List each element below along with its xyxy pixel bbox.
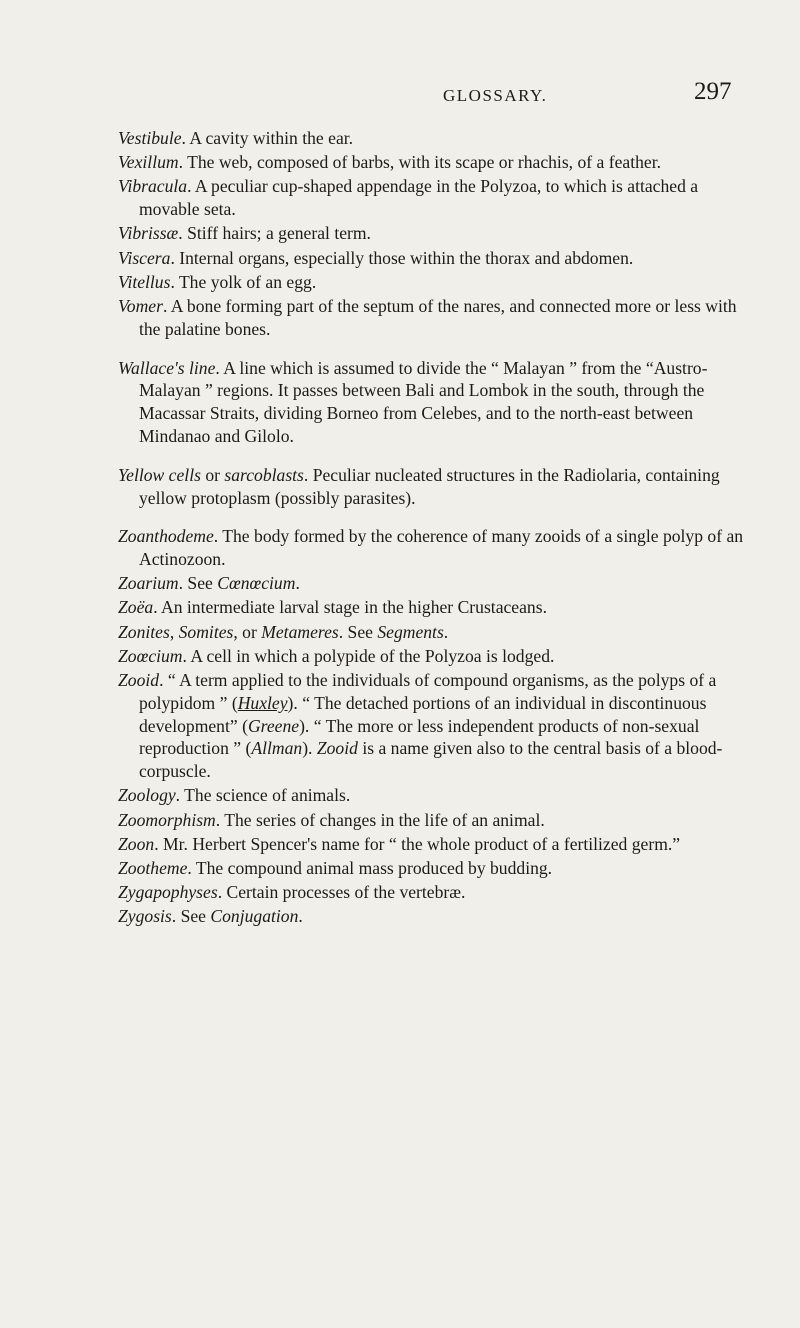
headword-punctuation: .	[170, 271, 175, 292]
headword-punctuation: .	[217, 882, 223, 903]
glossary-entry-zoarium	[118, 572, 754, 595]
definition-text: or	[200, 464, 225, 485]
headword-punctuation: .	[159, 670, 164, 691]
definition-text: A bone forming part of the septum of the nares, and connected more or less with the palatine bones.	[139, 295, 737, 339]
definition-text: The web, composed of barbs, with its scape or rhachis, of a feather.	[183, 152, 661, 173]
glossary-entry-zoology	[118, 784, 754, 807]
definition-text: The body formed by the coherence of many zooids of a single polyp of an Actinozoon.	[139, 526, 744, 570]
headword-punctuation: .	[187, 176, 192, 197]
headword-punctuation: .	[162, 295, 168, 316]
italic-reference: sarcoblasts	[224, 464, 304, 485]
page-number: 297	[694, 78, 732, 105]
glossary-entry-zooecium	[118, 645, 754, 668]
headword: Zoology	[118, 785, 176, 806]
definition-text: A line which is assumed to divide the “ Malayan ” from the “Austro-Malayan ” regions. It passes between Bali and Lombok in the south, through the Macassar Straits, dividing Borneo from Celebes, and to the north-east between Mindanao and Gilolo.	[139, 357, 708, 446]
headword: Vomer	[118, 295, 163, 316]
glossary-entry-zoea	[118, 596, 754, 619]
glossary-entry-zygosis	[118, 905, 754, 928]
definition-text: See	[183, 573, 218, 594]
glossary-entry-zoon	[118, 833, 754, 856]
headword: Zoon	[118, 833, 155, 854]
headword: Viscera	[118, 247, 171, 268]
headword-punctuation: .	[215, 357, 220, 378]
running-head: GLOSSARY.	[443, 86, 548, 105]
headword: Zoëa	[118, 597, 154, 618]
italic-reference: Huxley	[237, 692, 288, 713]
italic-reference: Zooid	[316, 738, 358, 759]
glossary-entry-vomer	[118, 295, 754, 341]
headword-punctuation: .	[215, 809, 221, 830]
glossary-entry-vibrissae	[118, 222, 754, 245]
headword-punctuation: ,	[169, 621, 175, 642]
italic-reference: Greene	[247, 715, 300, 736]
glossary-entry-zootheme	[118, 857, 754, 880]
headword: Zygosis	[118, 906, 172, 927]
definition-text: .	[295, 573, 300, 594]
headword-punctuation: .	[178, 573, 184, 594]
definition-text: Mr. Herbert Spencer's name for “ the whole product of a fertilized germ.”	[158, 833, 681, 854]
headword: Yellow cells	[118, 464, 201, 485]
glossary-entry-vibracula	[118, 175, 754, 221]
headword: Zooid	[118, 670, 160, 691]
glossary-entry-viscera	[118, 247, 754, 270]
definition-text: The series of changes in the life of an animal.	[220, 809, 545, 830]
definition-text: . Peculiar nucleated structures in the Radiolaria, containing yellow protoplasm (possibly parasites).	[139, 464, 720, 508]
headword: Vibrissæ	[118, 223, 179, 244]
headword: Zootheme	[118, 857, 188, 878]
definition-text: is a name given also to the central basis of a blood-corpuscle.	[139, 738, 723, 782]
headword-punctuation: .	[153, 597, 158, 618]
italic-reference: Allman	[251, 738, 303, 759]
headword: Vexillum	[118, 152, 179, 173]
headword-punctuation: .	[178, 223, 183, 244]
definition-text: ). “ The detached portions of an individual in discontinuous development” (	[139, 692, 707, 736]
definition-text: ).	[302, 738, 317, 759]
glossary-entry-zygapophyses	[118, 881, 754, 904]
glossary-entries	[118, 127, 754, 930]
headword-punctuation: .	[154, 833, 159, 854]
headword-punctuation: .	[175, 785, 181, 806]
headword: Vestibule	[118, 128, 182, 148]
definition-text: . See	[338, 621, 378, 642]
headword: Vibracula	[118, 176, 188, 197]
definition-text: A peculiar cup-shaped appendage in the Polyzoa, to which is attached a movable seta.	[139, 176, 699, 220]
definition-text: The compound animal mass produced by budding.	[191, 857, 553, 878]
glossary-entry-yellow-cells	[118, 464, 754, 510]
italic-reference: Somites	[178, 621, 234, 642]
glossary-entry-zooid	[118, 669, 754, 783]
definition-text: , or	[233, 621, 262, 642]
definition-text: The yolk of an egg.	[174, 271, 317, 292]
glossary-entry-wallaces-line	[118, 357, 754, 448]
glossary-entry-vexillum	[118, 151, 754, 174]
headword: Zoarium	[118, 573, 179, 594]
definition-text: .	[298, 906, 303, 927]
headword-punctuation: .	[213, 526, 219, 547]
glossary-entry-zonites	[118, 621, 754, 644]
definition-text: Certain processes of the vertebræ.	[222, 882, 466, 903]
headword: Zoœcium	[118, 645, 183, 666]
headword-punctuation: .	[171, 906, 177, 927]
glossary-entry-vitellus	[118, 271, 754, 294]
headword-punctuation: .	[178, 152, 183, 173]
headword-punctuation: .	[170, 247, 175, 268]
italic-reference: Conjugation	[210, 906, 299, 927]
definition-text: An intermediate larval stage in the higher Crustaceans.	[157, 597, 547, 618]
headword: Zoomorphism	[118, 809, 216, 830]
headword: Zoanthodeme	[118, 526, 214, 547]
headword: Wallace's line	[118, 357, 216, 378]
headword: Zygapophyses	[118, 882, 218, 903]
headword: Zonites	[118, 621, 170, 642]
definition-text: “ A term applied to the individuals of compound organisms, as the polyps of a polypidom ” (	[139, 670, 717, 713]
definition-text: The science of animals.	[180, 785, 351, 806]
definition-text: A cell in which a polypide of the Polyzoa is lodged.	[186, 645, 555, 666]
headword: Vitellus	[118, 271, 171, 292]
italic-reference: Metameres	[261, 621, 339, 642]
definition-text: Internal organs, especially those within the thorax and abdomen.	[174, 247, 634, 268]
glossary-entry-vestibule	[118, 127, 754, 150]
glossary-entry-zoanthodeme	[118, 525, 754, 571]
headword-punctuation: .	[182, 645, 187, 666]
headword-punctuation: .	[181, 128, 186, 148]
glossary-entry-zoomorphism	[118, 809, 754, 832]
definition-text: Stiff hairs; a general term.	[182, 223, 371, 244]
headword-punctuation: .	[187, 857, 192, 878]
definition-text: .	[443, 621, 449, 642]
definition-text: ). “ The more or less independent products of non-sexual reproduction ” (	[139, 715, 700, 759]
italic-reference: Cœnœcium	[217, 573, 296, 594]
definition-text: See	[176, 906, 211, 927]
italic-reference: Segments	[377, 621, 444, 642]
definition-text: A cavity within the ear.	[185, 128, 354, 148]
